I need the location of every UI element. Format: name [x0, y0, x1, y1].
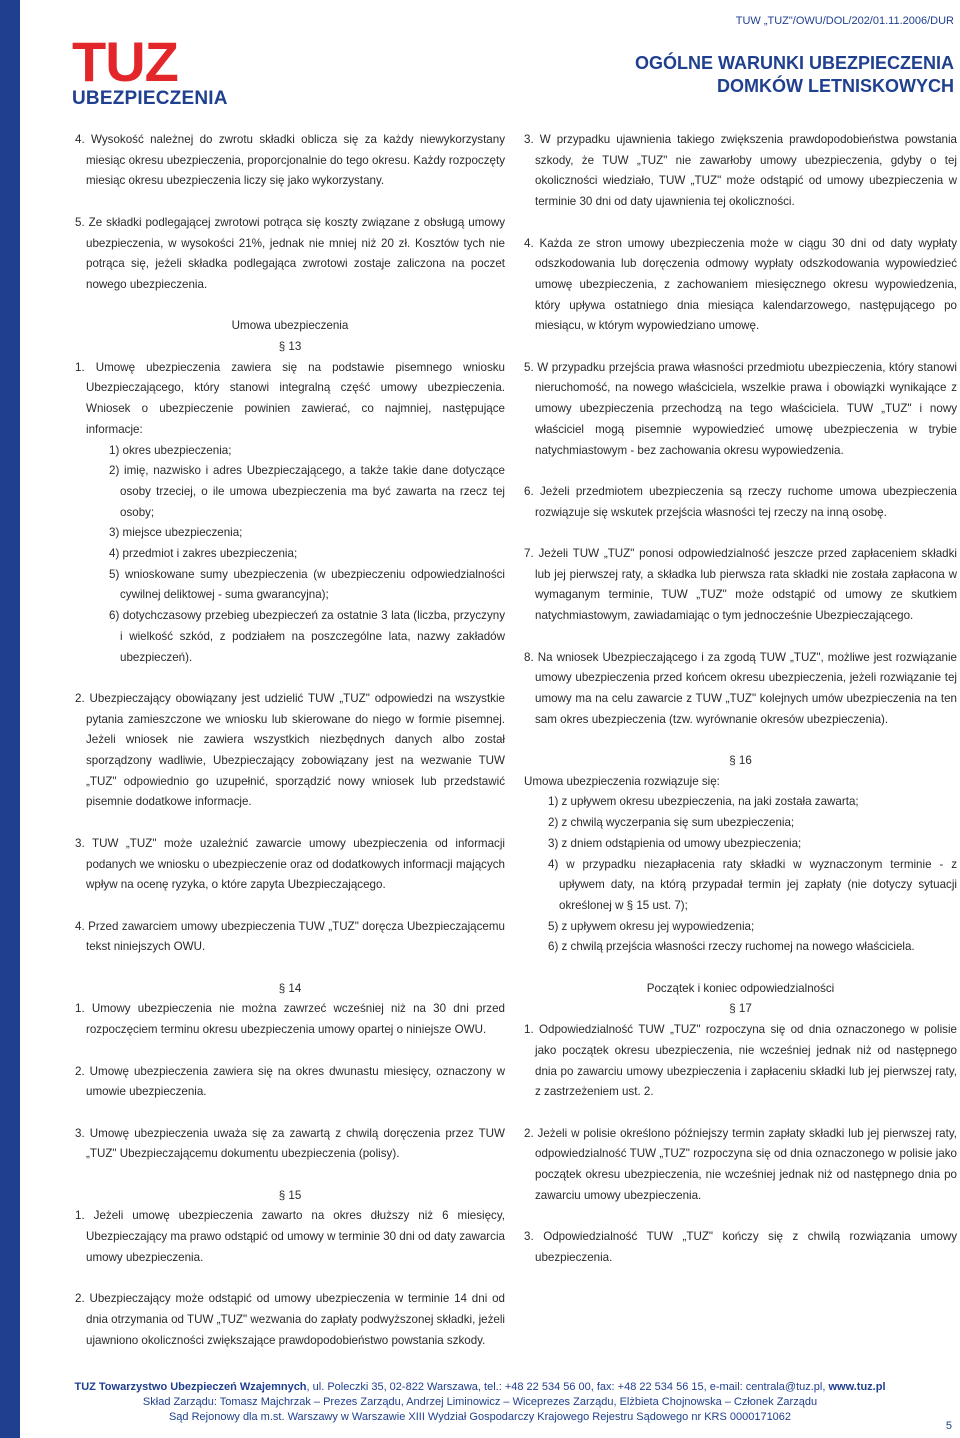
section-heading: Umowa ubezpieczenia — [231, 319, 349, 333]
logo-subtitle: UBEZPIECZENIA — [72, 88, 228, 109]
paragraph: 2. Ubezpieczający obowiązany jest udzielić TUW „TUZ" odpowiedzi na wszystkie pytania zamieszczone we wniosku lub skierowane do niego w formie pisemnej. Jeżeli wniosek nie zawiera wszystkich niezbędnych danych albo został sporządzony wadliwie, Ubezpieczający zobowiązany jest na wezwanie TUW „TUZ" odpowiednio go uzupełnić, sporządzić nowy wniosek lub przedstawić pisemnie dodatkowe informacje. — [75, 691, 505, 809]
paragraph: 4. Przed zawarciem umowy ubezpieczenia TUW „TUZ" doręcza Ubezpieczającemu tekst niniejszych OWU. — [75, 919, 505, 954]
page-footer — [0, 1380, 960, 1425]
paragraph: 1. Umowę ubezpieczenia zawiera się na podstawie pisemnego wniosku Ubezpieczającego, który stanowi integralną część umowy ubezpieczenia. Wniosek o ubezpieczenie powinien zawierać, co najmniej, następujące informacje: — [75, 360, 505, 436]
list-item: 6) z chwilą przejścia własności rzeczy ruchomej na nowego właściciela. — [548, 940, 915, 954]
section-number: § 14 — [278, 981, 302, 995]
right-column — [524, 130, 957, 1269]
section-number: § 15 — [278, 1188, 302, 1202]
list-item: 3) miejsce ubezpieczenia; — [109, 526, 243, 540]
tuz-logo — [72, 30, 232, 109]
section-heading: Początek i koniec odpowiedzialności — [646, 981, 835, 995]
paragraph: 1. Umowy ubezpieczenia nie można zawrzeć wcześniej niż na 30 dni przed rozpoczęciem terminu okresu ubezpieczenia umowy opartej o niniejsze OWU. — [75, 1002, 505, 1037]
footer-company-line — [0, 1380, 960, 1395]
list-item: 1) z upływem okresu ubezpieczenia, na jaki została zawarta; — [548, 795, 859, 809]
section-number: § 17 — [729, 1002, 752, 1016]
paragraph: 3. W przypadku ujawnienia takiego zwiększenia prawdopodobieństwa powstania szkody, że TUW „TUZ" nie zawarłoby umowy ubezpieczenia, gdyby o tej okoliczności wiedziało, TUW „TUZ" może odstąpić od umowy ubezpieczenia w terminie 30 dni od daty ujawnienia tej okoliczności. — [524, 133, 957, 209]
logo-mark: TUZ — [72, 30, 178, 93]
list-item: 5) wnioskowane sumy ubezpieczenia (w ubezpieczeniu odpowiedzialności cywilnej deliktowej - suma gwarancyjna); — [109, 567, 505, 602]
footer-court: Sąd Rejonowy dla m.st. Warszawy w Warszawie XIII Wydział Gospodarczy Krajowego Rejestru Sądowego nr KRS 0000171062 — [168, 1411, 792, 1423]
paragraph: 7. Jeżeli TUW „TUZ" ponosi odpowiedzialność jeszcze przed zapłaceniem składki lub jej pierwszej raty, a składka lub pierwsza rata składki nie została zapłacona w wymaganym terminie, TUW „TUZ" może odstąpić od umowy ze skutkiem natychmiastowym, zawiadamiając o tym jednocześnie Ubezpieczającego. — [524, 547, 957, 623]
paragraph: 1. Jeżeli umowę ubezpieczenia zawarto na okres dłuższy niż 6 miesięcy, Ubezpieczający ma prawo odstąpić od umowy w terminie 30 dni od daty zawarcia umowy ubezpieczenia. — [75, 1209, 505, 1264]
page-number: 5 — [945, 1420, 952, 1432]
paragraph: 1. Odpowiedzialność TUW „TUZ" rozpoczyna się od dnia oznaczonego w polisie jako początek okresu ubezpieczenia, nie wcześniej jednak niż od następnego dnia po zawarciu umowy ubezpieczenia i zapłaceniu składki lub jej pierwszej raty, z zastrzeżeniem ust. 2. — [524, 1023, 957, 1099]
list-item: 4) przedmiot i zakres ubezpieczenia; — [109, 547, 298, 561]
list-item: 1) okres ubezpieczenia; — [109, 443, 232, 457]
footer-company: TUZ Towarzystwo Ubezpieczeń Wzajemnych — [74, 1381, 307, 1393]
list-item: 4) w przypadku niezapłacenia raty składki w wyznaczonym terminie - z upływem daty, na którą przypadał termin jej zapłaty (nie dotyczy sytuacji określonej w § 15 ust. 7); — [548, 857, 957, 912]
list-item: 2) imię, nazwisko i adres Ubezpieczającego, a także takie dane dotyczące osoby trzeciej, o ile umowa ubezpieczenia ma być zawarta na rzecz tej osoby; — [109, 464, 505, 519]
footer-board-label: Skład Zarządu: — [142, 1396, 217, 1408]
footer-board: Tomasz Majchrzak – Prezes Zarządu, Andrzej Liminowicz – Wiceprezes Zarządu, Elżbieta Chojnowska – Członek Zarządu — [216, 1396, 818, 1408]
paragraph: 3. TUW „TUZ" może uzależnić zawarcie umowy ubezpieczenia od informacji podanych we wniosku o ubezpieczenie oraz od dodatkowych informacji mających wpływ na ocenę ryzyka, o które zapyta Ubezpieczającego. — [75, 836, 505, 892]
footer-address: , ul. Poleczki 35, 02-822 Warszawa, tel.: +48 22 534 56 00, fax: +48 22 534 56 15, e-mail: centrala@tuz.pl, — [306, 1381, 829, 1393]
document-reference: TUW „TUZ"/OWU/DOL/202/01.11.2006/DUR — [735, 15, 954, 27]
document-title-line1: OGÓLNE WARUNKI UBEZPIECZENIA — [634, 53, 954, 73]
paragraph: 2. Ubezpieczający może odstąpić od umowy ubezpieczenia w terminie 14 dni od dnia otrzymania od TUW „TUZ" wezwania do zapłaty podwyższonej składki, jeżeli ujawniono okoliczności zwiększające prawdopodobieństwo powstania szkody. — [75, 1292, 505, 1347]
paragraph: 5. Ze składki podlegającej zwrotowi potrąca się koszty związane z obsługą umowy ubezpieczenia, w wysokości 21%, jednak nie mniej niż 20 zł. Kosztów tych nie potrąca się, jeżeli składka podlegająca zwrotowi zostaje zaliczona na poczet nowego ubezpieczenia. — [75, 215, 505, 291]
section-number: § 13 — [278, 340, 302, 353]
list-item: 2) z chwilą wyczerpania się sum ubezpieczenia; — [548, 816, 795, 830]
paragraph: Umowa ubezpieczenia rozwiązuje się: — [524, 774, 720, 788]
paragraph: 4. Każda ze stron umowy ubezpieczenia może w ciągu 30 dni od daty wypłaty odszkodowania lub doręczenia odmowy wypłaty odszkodowania wypowiedzieć umowę ubezpieczenia, z zachowaniem miesięcznego okresu wypowiedzenia, który upływa ostatniego dnia miesiąca kalendarzowego, następującego po miesiącu, w którym wypowiedziano umowę. — [524, 236, 957, 333]
document-title-line2: DOMKÓW LETNISKOWYCH — [717, 76, 954, 96]
side-accent-bar — [0, 0, 20, 1438]
paragraph: 8. Na wniosek Ubezpieczającego i za zgodą TUW „TUZ", możliwe jest rozwiązanie umowy ubezpieczenia przed końcem okresu ubezpieczenia, jeżeli rozwiązanie tej umowy ma na celu zawarcie z TUW „TUZ" kolejnych umów ubezpieczenia na ten sam okres ubezpieczenia (tzw. wyrównanie okresów ubezpieczenia). — [524, 650, 957, 726]
list-item: 6) dotychczasowy przebieg ubezpieczeń za ostatnie 3 lata (liczba, przyczyny i wielkość szkód, z podziałem na poszczególne lata, nazwy zakładów ubezpieczeń). — [109, 609, 505, 664]
left-column — [75, 130, 505, 1351]
list-item: 5) z upływem okresu jej wypowiedzenia; — [548, 919, 755, 933]
paragraph: 2. Umowę ubezpieczenia zawiera się na okres dwunastu miesięcy, oznaczony w umowie ubezpieczenia. — [75, 1064, 505, 1099]
footer-board-line — [0, 1395, 960, 1410]
paragraph: 6. Jeżeli przedmiotem ubezpieczenia są rzeczy ruchome umowa ubezpieczenia rozwiązuje się wskutek przejścia własności tej rzeczy na inną osobę. — [524, 484, 957, 519]
paragraph: 2. Jeżeli w polisie określono późniejszy termin zapłaty składki lub jej pierwszej raty, odpowiedzialność TUW „TUZ" rozpoczyna się od dnia oznaczonego w polisie jako początek okresu ubezpieczenia, nie wcześniej jednak niż od następnego dnia po zawarciu umowy ubezpieczenia. — [524, 1126, 957, 1202]
paragraph: 5. W przypadku przejścia prawa własności przedmiotu ubezpieczenia, który stanowi nieruchomość, na nowego właściciela, wszelkie prawa i obowiązki wynikające z umowy ubezpieczenia przechodzą na tego właściciela. TUW „TUZ" i nowy właściciel mogą pisemnie wypowiedzieć umowę ubezpieczenia w trybie natychmiastowym - bez zachowania okresu wypowiedzenia. — [524, 360, 957, 457]
document-title — [635, 52, 954, 98]
footer-website-link[interactable]: www.tuz.pl — [828, 1381, 886, 1393]
paragraph: 4. Wysokość należnej do zwrotu składki oblicza się za każdy niewykorzystany miesiąc okresu ubezpieczenia, proporcjonalnie do tego okresu. Każdy rozpoczęty miesiąc okresu ubezpieczenia liczy się jako wykorzystany. — [75, 133, 505, 188]
paragraph: 3. Umowę ubezpieczenia uważa się za zawartą z chwilą doręczenia przez TUW „TUZ" Ubezpieczającemu dokumentu ubezpieczenia (polisy). — [75, 1126, 505, 1161]
section-number: § 16 — [729, 754, 752, 767]
paragraph: 3. Odpowiedzialność TUW „TUZ" kończy się z chwilą rozwiązania umowy ubezpieczenia. — [524, 1230, 957, 1264]
list-item: 3) z dniem odstąpienia od umowy ubezpieczenia; — [548, 836, 802, 850]
